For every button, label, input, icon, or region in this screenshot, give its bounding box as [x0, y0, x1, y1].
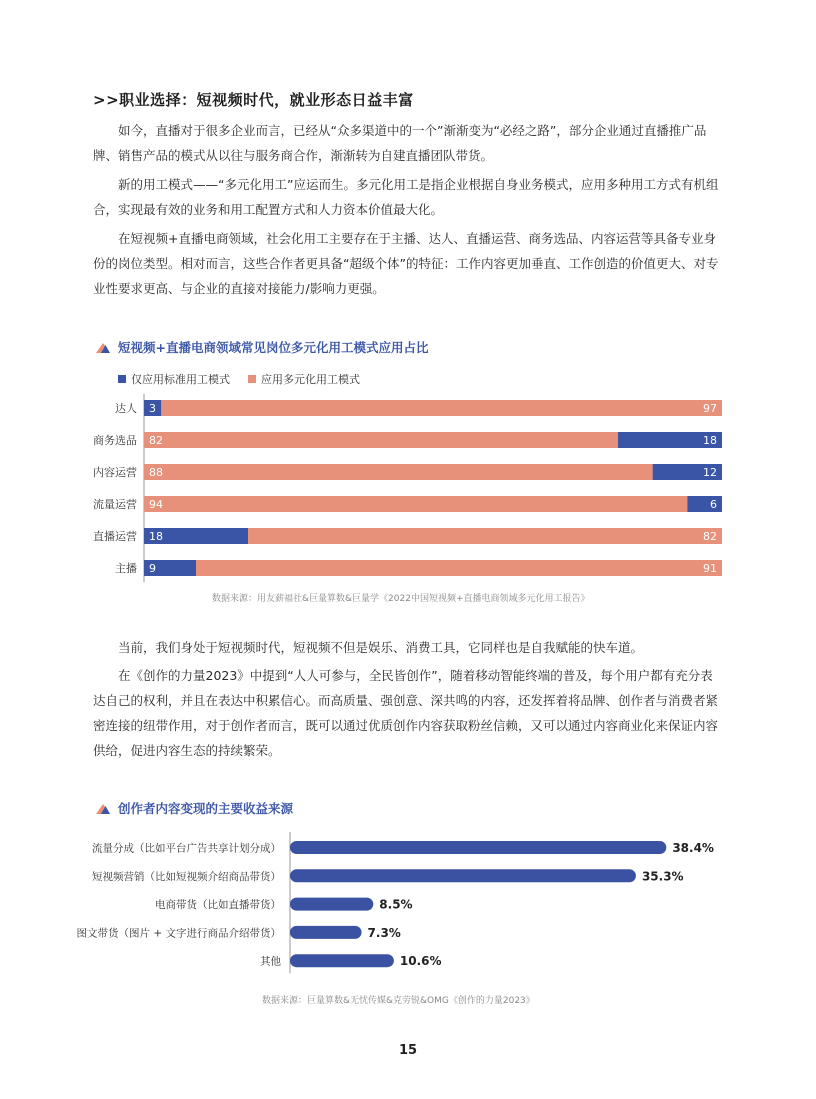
data-label: 88 — [149, 466, 163, 479]
category-label: 流量运营 — [93, 498, 137, 511]
chart2-title-text: 创作者内容变现的主要收益来源 — [118, 801, 294, 816]
chart1-source: 数据来源：用友薪福社&巨量算数&巨量学《2022中国短视频+直播电商领域多元化用工报告》 — [212, 594, 590, 604]
body-paragraph: 在短视频+直播电商领域，社会化用工主要存在于主播、达人、直播运营、商务选品、内容运营等具备专业身份的岗位类型。相对而言，这些合作者更具备“超级个体”的特征：工作内容更加垂直、工作创造的价值更大、对专业性要求更高、与企业的直接对接能力/影响力更强。 — [93, 231, 719, 296]
chart2-title — [96, 799, 293, 817]
category-label: 达人 — [115, 402, 137, 415]
body-paragraph: 在《创作的力量2023》中提到“人人可参与，全民皆创作”，随着移动智能终端的普及，每个用户都有充分表达自己的权利，并且在表达中积累信心。而高质量、强创意、深共鸣的内容，还发挥着将品牌、创作者与消费者紧密连接的纽带作用，对于创作者而言，既可以通过优质创作内容获取粉丝信赖，又可以通过内容商业化来保证内容供给，促进内容生态的持续繁荣。 — [93, 668, 719, 758]
chart1-title-text: 短视频+直播电商领域常见岗位多元化用工模式应用占比 — [118, 340, 429, 355]
data-label: 18 — [703, 434, 717, 447]
body-paragraph: 如今，直播对于很多企业而言，已经从“众多渠道中的一个”渐渐变为“必经之路”，部分企业通过直播推广品牌、销售产品的模式从以往与服务商合作，渐渐转为自建直播团队带货。 — [93, 123, 707, 163]
bar-segment-diverse — [144, 432, 618, 448]
legend-item-diverse — [248, 371, 360, 387]
chart1-legend — [118, 371, 360, 387]
bar — [290, 841, 666, 854]
category-label: 内容运营 — [93, 466, 137, 479]
category-label: 直播运营 — [93, 530, 137, 543]
data-label: 38.4% — [672, 841, 714, 855]
data-label: 7.3% — [367, 925, 401, 940]
data-label: 35.3% — [641, 869, 684, 884]
body-paragraph: 当前，我们身处于短视频时代，短视频不但是娱乐、消费工具，它同样也是自我赋能的快车道。 — [118, 640, 644, 655]
data-label: 12 — [703, 466, 717, 479]
category-label: 商务选品 — [93, 434, 137, 447]
category-label: 其他 — [260, 955, 281, 968]
page-number: 15 — [398, 1043, 418, 1058]
data-label: 9 — [149, 562, 156, 575]
category-label: 流量分成（比如平台广告共享计划分成） — [92, 842, 281, 855]
chart1-svg — [0, 390, 816, 590]
category-label: 短视频营销（比如短视频介绍商品带货） — [92, 870, 281, 883]
data-label: 6 — [710, 498, 717, 511]
chart2-svg — [0, 830, 816, 980]
legend-swatch-salmon — [248, 375, 256, 383]
bar-segment-diverse — [196, 560, 722, 576]
legend-item-standard — [118, 371, 230, 387]
data-label: 8.5% — [379, 897, 413, 912]
data-label: 82 — [149, 434, 163, 447]
bar — [290, 869, 636, 882]
bar-segment-diverse — [144, 464, 653, 480]
brand-logo-icon — [96, 341, 112, 353]
data-label: 3 — [149, 402, 156, 415]
bar — [290, 954, 394, 967]
chart2-source: 数据来源：巨量算数&无忧传媒&克劳锐&OMG《创作的力量2023》 — [262, 996, 535, 1006]
data-label: 97 — [703, 402, 717, 415]
category-label: 主播 — [115, 562, 137, 575]
bar — [290, 898, 373, 911]
bar-segment-diverse — [144, 496, 687, 512]
bar — [290, 926, 362, 939]
data-label: 94 — [149, 498, 163, 511]
category-label: 电商带货（比如直播带货） — [155, 899, 281, 912]
legend-label: 仅应用标准用工模式 — [131, 373, 230, 386]
data-label: 18 — [149, 530, 163, 543]
body-paragraph: 新的用工模式——“多元化用工”应运而生。多元化用工是指企业根据自身业务模式，应用多种用工方式有机组合，实现最有效的业务和用工配置方式和人力资本价值最大化。 — [93, 177, 719, 217]
chart1-title — [96, 338, 428, 356]
data-label: 91 — [703, 562, 717, 575]
brand-logo-icon — [96, 802, 112, 814]
category-label: 图文带货（图片 + 文字进行商品介绍带货） — [76, 927, 281, 940]
section-heading: >>职业选择：短视频时代，就业形态日益丰富 — [93, 91, 414, 109]
data-label: 10.6% — [399, 954, 442, 969]
bar-segment-diverse — [248, 528, 722, 544]
legend-swatch-blue — [118, 375, 126, 383]
legend-label: 应用多元化用工模式 — [261, 373, 360, 386]
data-label: 82 — [703, 530, 717, 543]
bar-segment-diverse — [161, 400, 722, 416]
